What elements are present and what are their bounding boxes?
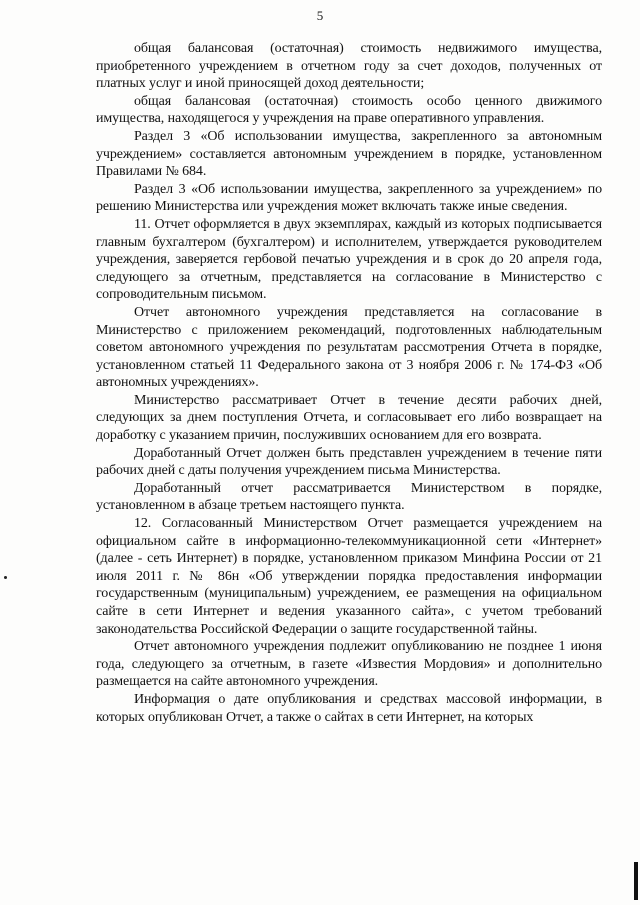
paragraph-text: Раздел 3 «Об использовании имущества, закрепленного за автономным учреждением» составляется автономным учреждением в порядке, установленном Правилами № 684. <box>96 128 602 180</box>
scan-artifact-edge <box>634 862 638 900</box>
paragraph-text: Отчет автономного учреждения подлежит опубликованию не позднее 1 июня года, следующего за отчетным, в газете «Известия Мордовия» и дополнительно размещается на сайте автономного учреждения. <box>96 639 602 690</box>
paragraph-text: Доработанный Отчет должен быть представлен учреждением в течение пяти рабочих дней с даты получения учреждением письма Министерства. <box>96 445 602 479</box>
document-body <box>96 40 602 726</box>
paragraph-text: Доработанный отчет рассматривается Министерством в порядке, установленном в абзаце третьем настоящего пункта. <box>96 480 602 514</box>
scan-artifact-dot <box>4 576 7 579</box>
paragraph-text: общая балансовая (остаточная) стоимость недвижимого имущества, приобретенного учреждением в отчетном году за счет доходов, полученных от платных услуг и иной приносящей доход деятельности; <box>96 41 602 92</box>
paragraph-text: 11. Отчет оформляется в двух экземплярах, каждый из которых подписывается главным бухгалтером (бухгалтером) и исполнителем, утверждается руководителем учреждения, заверяется гербовой печатью учреждения и в срок до 20 апреля года, следующего за отчетным, представляется на согласование в Министерство с сопроводительным письмом. <box>96 216 602 303</box>
paragraph-text: Раздел 3 «Об использовании имущества, закрепленного за учреждением» по решению Министерства или учреждения может включать также иные сведения. <box>96 181 602 215</box>
paragraph-text: Информация о дате опубликования и средствах массовой информации, в которых опубликован Отчет, а также о сайтах в сети Интернет, на которых <box>96 691 602 725</box>
paragraph-text: 12. Согласованный Министерством Отчет размещается учреждением на официальном сайте в информационно-телекоммуникационной сети «Интернет» (далее - сеть Интернет) в порядке, установленном приказом Минфина России от 21 июля 2011 г. № 86н «Об утверждении порядка предоставления информации государственным (муниципальным) учреждением, ее размещения на официальном сайте в сети Интернет и ведения указанного сайта», с учетом требований законодательства Российской Федерации о защите государственной тайны. <box>96 516 602 637</box>
paragraph-text: Министерство рассматривает Отчет в течение десяти рабочих дней, следующих за днем поступления Отчета, и согласовывает его либо возвращает на доработку с указанием причин, послуживших основанием для его возврата. <box>96 392 602 444</box>
paragraph-text: Отчет автономного учреждения представляется на согласование в Министерство с приложением рекомендаций, подготовленных наблюдательным советом автономного учреждения по результатам рассмотрения Отчета в порядке, установленном статьей 11 Федерального закона от 3 ноября 2006 г. № 174-ФЗ «Об автономных учреждениях». <box>96 304 602 391</box>
paragraph-text: общая балансовая (остаточная) стоимость особо ценного движимого имущества, находящегося у учреждения на праве оперативного управления. <box>96 93 602 127</box>
page-number: 5 <box>316 8 324 23</box>
